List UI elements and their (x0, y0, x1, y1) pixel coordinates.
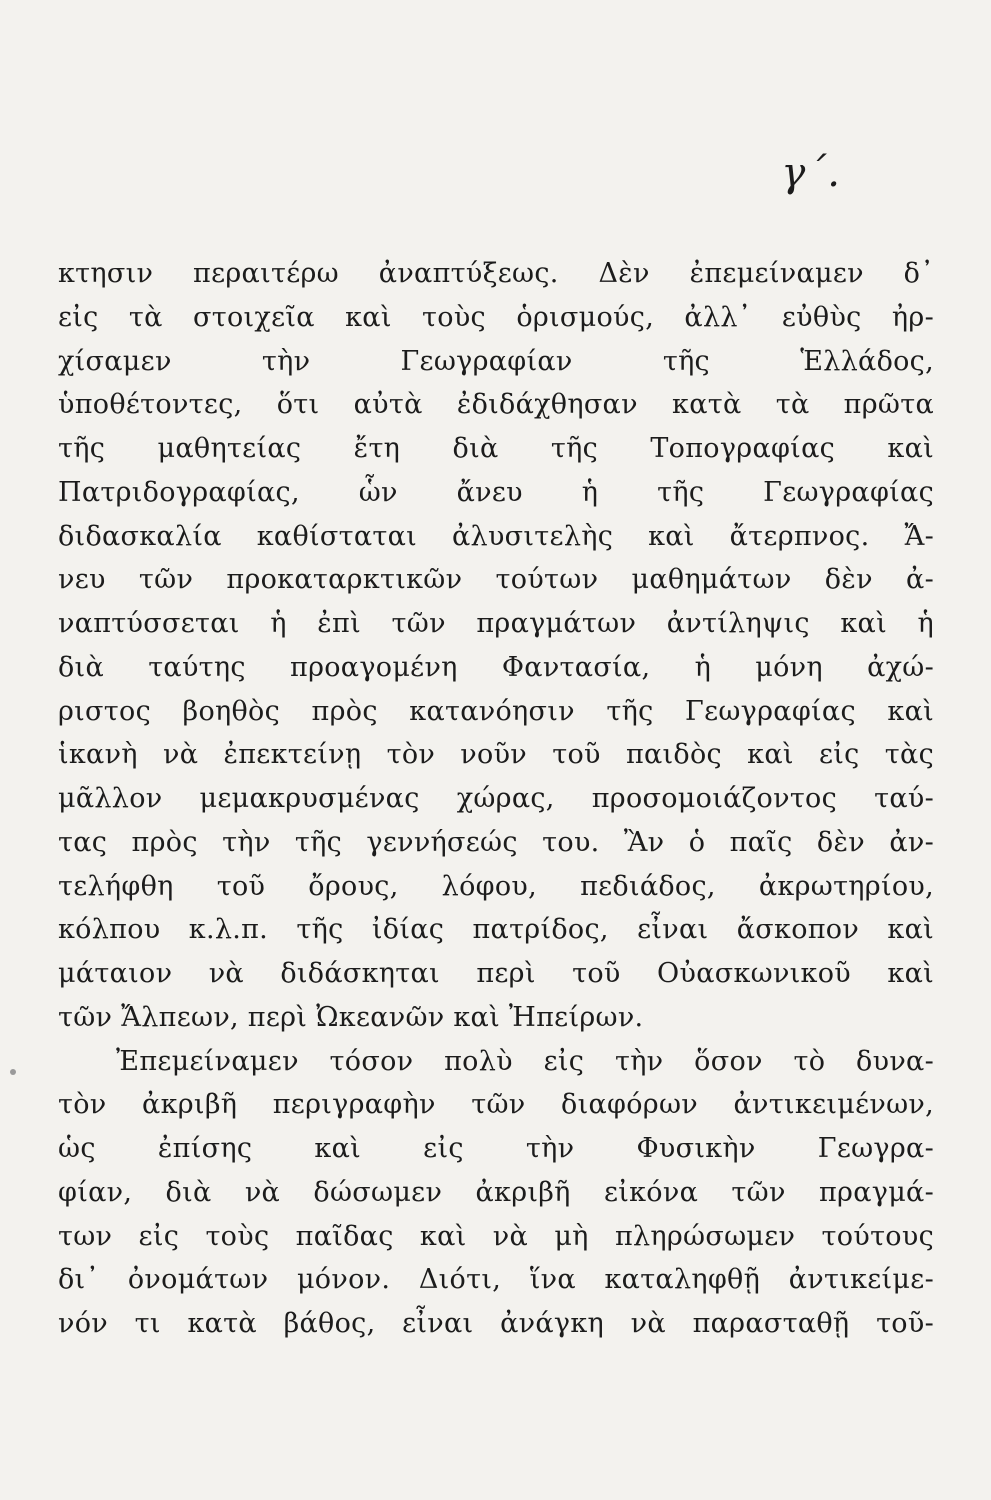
margin-dot (10, 1069, 16, 1075)
text-line: Ἐπεμείναμεν τόσον πολὺ εἰς τὴν ὅσον τὸ δυνα- (116, 1045, 934, 1077)
text-line: δι᾽ ὀνομάτων μόνον. Διότι, ἵνα καταληφθῇ ἀντικείμε- (58, 1264, 934, 1296)
text-line: ναπτύσσεται ἡ ἐπὶ τῶν πραγμάτων ἀντίληψις καὶ ἡ (58, 608, 934, 639)
text-line: κτησιν περαιτέρω ἀναπτύξεως. Δὲν ἐπεμείναμεν δ᾽ (58, 258, 934, 289)
text-line: ὡς ἐπίσης καὶ εἰς τὴν Φυσικὴν Γεωγρα- (58, 1133, 934, 1164)
text-line: τῆς μαθητείας ἔτη διὰ τῆς Τοπογραφίας καὶ (58, 433, 934, 464)
text-line: κόλπου κ.λ.π. τῆς ἰδίας πατρίδος, εἶναι ἄσκοπον καὶ (58, 914, 934, 946)
text-line: τὸν ἀκριβῆ περιγραφὴν τῶν διαφόρων ἀντικειμένων, (58, 1089, 934, 1121)
text-line: ὑποθέτοντες, ὅτι αὐτὰ ἐδιδάχθησαν κατὰ τὰ πρῶτα (58, 389, 934, 421)
text-line: νόν τι κατὰ βάθος, εἶναι ἀνάγκη νὰ παρασταθῇ τοῦ- (58, 1308, 934, 1339)
text-line: εἰς τὰ στοιχεῖα καὶ τοὺς ὁρισμούς, ἀλλ᾽ εὐθὺς ἠρ- (58, 301, 934, 333)
page-number: γ΄. (781, 150, 841, 196)
body-text (58, 252, 934, 1346)
text-line: ριστος βοηθὸς πρὸς κατανόησιν τῆς Γεωγραφίας καὶ (58, 695, 934, 727)
text-line: ἱκανὴ νὰ ἐπεκτείνῃ τὸν νοῦν τοῦ παιδὸς καὶ εἰς τὰς (58, 739, 934, 771)
text-line: Πατριδογραφίας, ὧν ἄνευ ἡ τῆς Γεωγραφίας (58, 476, 934, 508)
text-line: χίσαμεν τὴν Γεωγραφίαν τῆς Ἑλλάδος, (58, 345, 934, 377)
text-line: τῶν Ἄλπεων, περὶ Ὠκεανῶν καὶ Ἠπείρων. (58, 1001, 644, 1033)
text-line: φίαν, διὰ νὰ δώσωμεν ἀκριβῆ εἰκόνα τῶν πραγμά- (58, 1176, 934, 1208)
text-line: τελήφθη τοῦ ὄρους, λόφου, πεδιάδος, ἀκρωτηρίου, (58, 870, 934, 902)
text-line: διὰ ταύτης προαγομένη Φαντασία, ἡ μόνη ἀχώ- (58, 651, 934, 683)
text-line: μᾶλλον μεμακρυσμένας χώρας, προσομοιάζοντος ταύ- (58, 783, 934, 814)
text-line: νευ τῶν προκαταρκτικῶν τούτων μαθημάτων δὲν ἀ- (58, 564, 934, 596)
text-line: διδασκαλία καθίσταται ἀλυσιτελὴς καὶ ἄτερπνος. Ἄ- (58, 520, 934, 552)
text-line: τας πρὸς τὴν τῆς γεννήσεώς του. Ἂν ὁ παῖς δὲν ἀν- (58, 826, 934, 858)
text-line: των εἰς τοὺς παῖδας καὶ νὰ μὴ πληρώσωμεν τούτους (58, 1220, 934, 1252)
text-line: μάταιον νὰ διδάσκηται περὶ τοῦ Οὐασκωνικοῦ καὶ (58, 958, 934, 989)
